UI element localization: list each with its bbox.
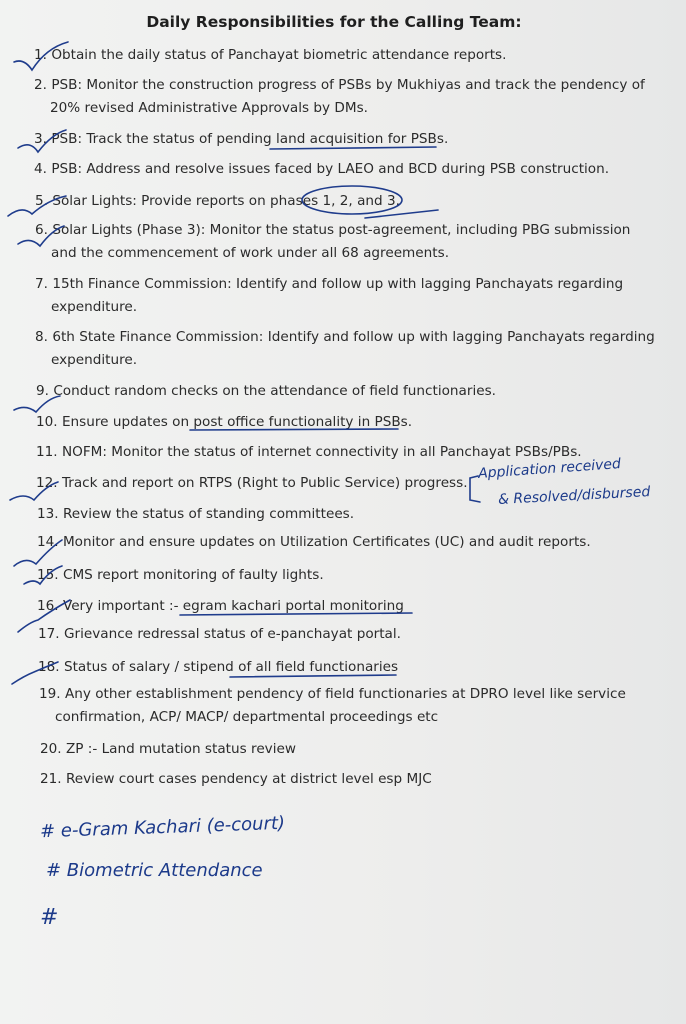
item-number: 7.	[35, 276, 48, 292]
item-text-continued: 20% revised Administrative Approvals by DMs.	[50, 100, 368, 116]
item-number: 17.	[38, 626, 60, 642]
bracket-mark	[470, 476, 480, 502]
underline	[230, 675, 396, 677]
item-number: 1.	[34, 47, 47, 63]
item-text: Track and report on RTPS (Right to Public Service) progress.	[61, 475, 468, 491]
item-number: 10.	[36, 414, 58, 430]
item-number: 13.	[37, 506, 59, 522]
item-text: Review the status of standing committees.	[62, 506, 355, 522]
item-number: 14.	[37, 534, 59, 550]
item-number: 16.	[37, 598, 59, 614]
tick-mark	[10, 482, 58, 500]
item-text: Monitor and ensure updates on Utilization Certificates (UC) and audit reports.	[62, 534, 591, 550]
underline	[180, 613, 412, 615]
item-number: 20.	[40, 741, 62, 757]
item-number: 2.	[34, 77, 47, 93]
tick-mark	[18, 600, 70, 632]
tick-mark	[18, 130, 66, 152]
item-text: Status of salary / stipend of all field functionaries	[63, 659, 399, 675]
tick-mark	[8, 196, 66, 216]
tick-mark	[24, 566, 62, 584]
item-text: PSB: Address and resolve issues faced by LAEO and BCD during PSB construction.	[51, 161, 610, 177]
item-text: Solar Lights: Provide reports on phases 1, 2, and 3.	[52, 193, 400, 209]
handwritten-note: # e-Gram Kachari (e-court)	[39, 812, 286, 843]
item-number: 11.	[36, 444, 58, 460]
item-text: Obtain the daily status of Panchayat biometric attendance reports.	[51, 47, 507, 63]
item-text: Review court cases pendency at district level esp MJC	[65, 771, 432, 787]
item-number: 12.	[36, 475, 58, 491]
item-text: 15th Finance Commission: Identify and follow up with lagging Panchayats regarding	[52, 276, 624, 292]
item-number: 21.	[40, 771, 62, 787]
item-text: ZP :- Land mutation status review	[65, 741, 296, 757]
handwritten-note: Application received	[477, 456, 622, 482]
item-text-continued: expenditure.	[51, 352, 138, 368]
item-text: Conduct random checks on the attendance of field functionaries.	[53, 383, 497, 399]
item-text-continued: expenditure.	[51, 299, 138, 315]
item-text: 6th State Finance Commission: Identify and follow up with lagging Panchayats regarding	[52, 329, 655, 345]
handwritten-note: #	[40, 905, 59, 930]
item-number: 5.	[35, 193, 48, 209]
item-number: 4.	[34, 161, 47, 177]
item-text: CMS report monitoring of faulty lights.	[62, 567, 324, 583]
item-text: Ensure updates on post office functionality in PSBs.	[61, 414, 413, 430]
underline	[270, 147, 436, 149]
item-number: 18.	[38, 659, 60, 675]
item-number: 9.	[36, 383, 49, 399]
item-text: Grievance redressal status of e-panchayat portal.	[63, 626, 401, 642]
item-text: PSB: Track the status of pending land acquisition for PSBs.	[51, 131, 449, 147]
item-number: 19.	[39, 686, 61, 702]
handwritten-note: # Biometric Attendance	[46, 860, 263, 881]
item-text: NOFM: Monitor the status of internet connectivity in all Panchayat PSBs/PBs.	[61, 444, 582, 460]
tick-mark	[12, 662, 58, 684]
item-text: PSB: Monitor the construction progress of PSBs by Mukhiyas and track the pendency of	[51, 77, 645, 93]
underline	[365, 210, 438, 218]
circle-mark	[302, 186, 402, 214]
item-number: 8.	[35, 329, 48, 345]
tick-mark	[18, 226, 64, 246]
underline	[190, 429, 398, 430]
page-title: Daily Responsibilities for the Calling Team:	[146, 13, 522, 31]
item-number: 6.	[35, 222, 48, 238]
item-text: Solar Lights (Phase 3): Monitor the status post-agreement, including PBG submission	[52, 222, 631, 238]
item-number: 3.	[34, 131, 47, 147]
tick-mark	[14, 42, 68, 70]
item-text-continued: and the commencement of work under all 68 agreements.	[51, 245, 450, 261]
item-number: 15.	[37, 567, 59, 583]
tick-mark	[14, 540, 62, 566]
handwritten-note: & Resolved/disbursed	[497, 484, 651, 508]
item-text: Very important :- egram kachari portal monitoring	[62, 598, 404, 614]
item-text: Any other establishment pendency of field functionaries at DPRO level like service	[64, 686, 626, 702]
tick-mark	[14, 396, 60, 412]
item-text-continued: confirmation, ACP/ MACP/ departmental proceedings etc	[55, 709, 439, 725]
